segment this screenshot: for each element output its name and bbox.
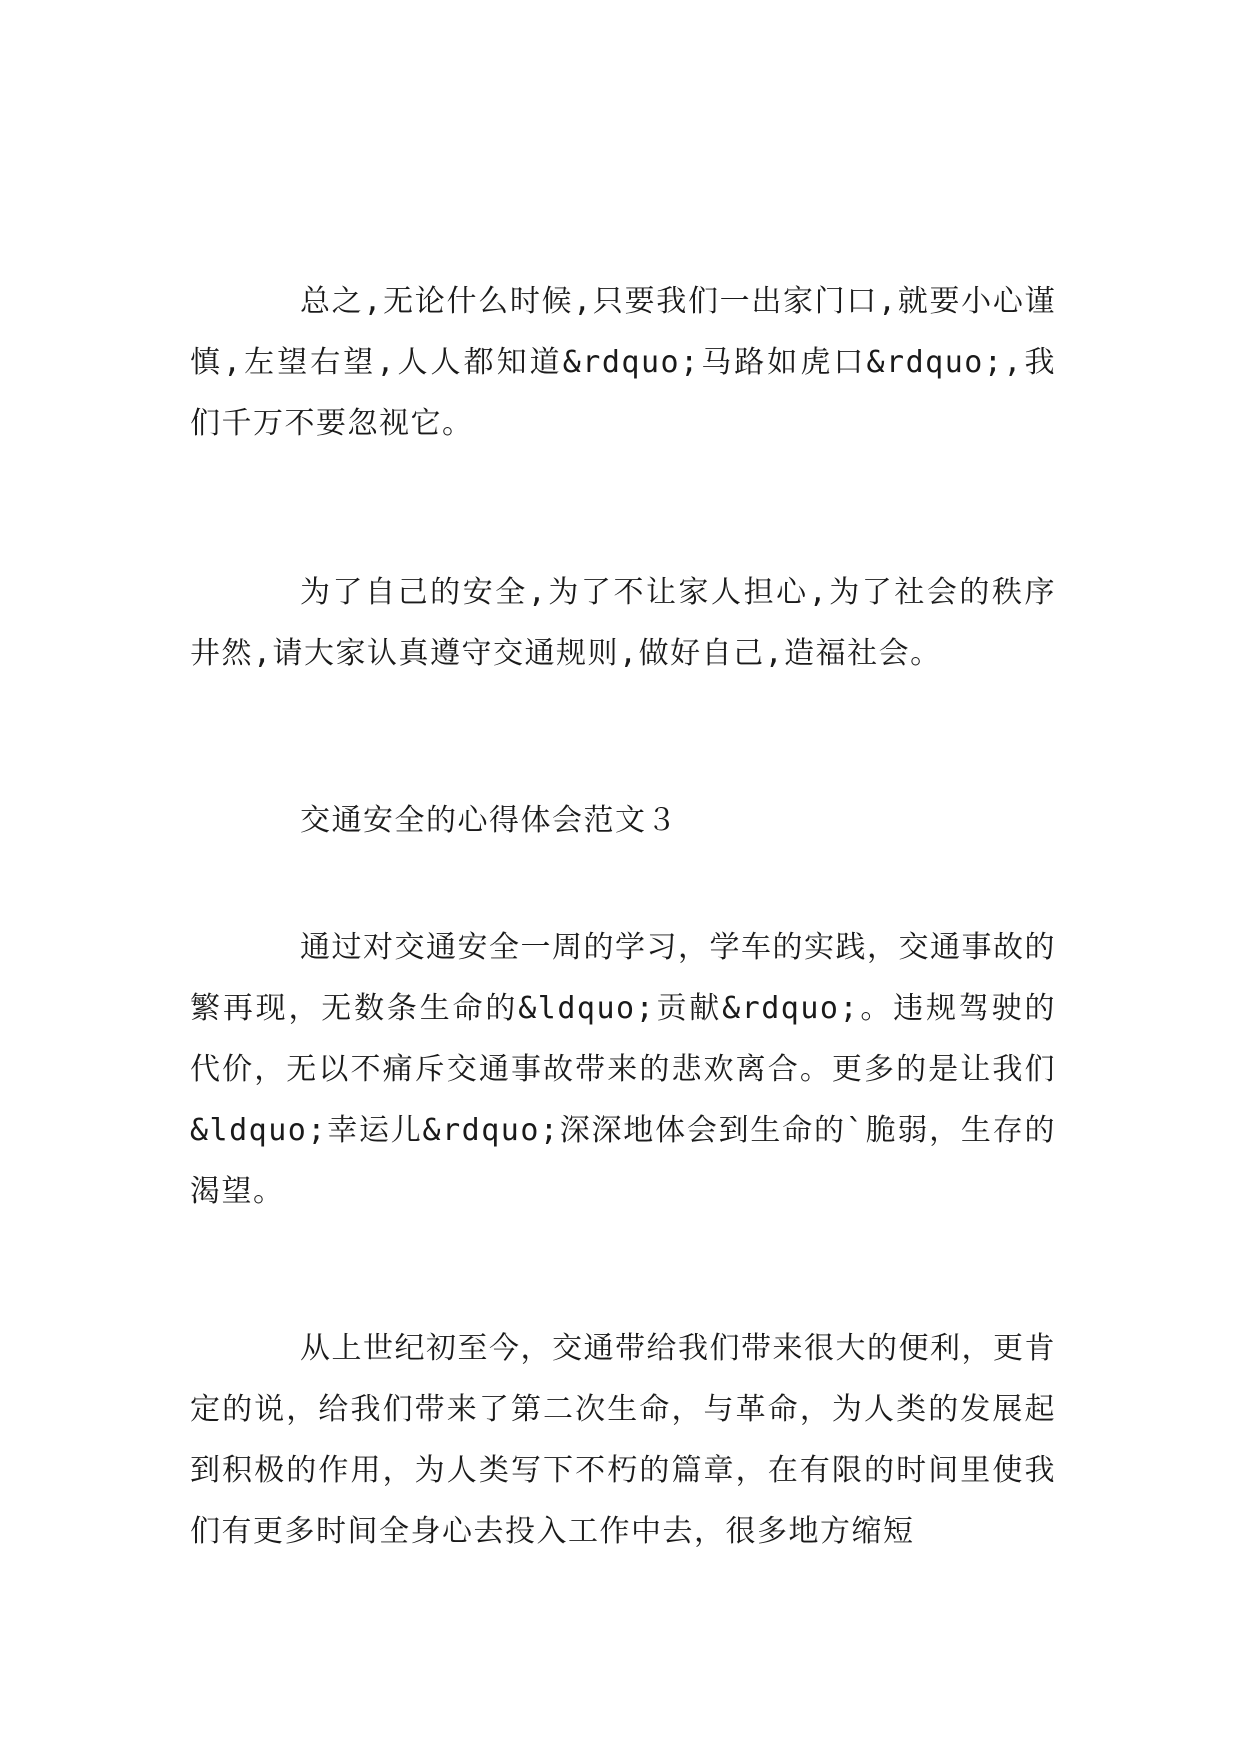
paragraph-conclusion: 总之,无论什么时候,只要我们一出家门口,就要小心谨慎,左望右望,人人都知道&rdquo;马路如虎口&rdquo;,我们千万不要忽视它。 [190, 284, 1056, 441]
paragraph-appeal: 为了自己的安全,为了不让家人担心,为了社会的秩序井然,请大家认真遵守交通规则,做好自己,造福社会。 [190, 575, 1056, 671]
section-heading: 交通安全的心得体会范文３ [300, 803, 678, 838]
paragraph-study-reflection: 通过对交通安全一周的学习，学车的实践，交通事故的 繁再现，无数条生命的&ldquo;贡献&rdquo;。违规驾驶的代价，无以不痛斥交通事故带来的悲欢离合。更多的是让我们&ldquo;幸运儿&rdquo;深深地体会到生命的`脆弱，生存的渴望。 [190, 930, 1056, 1209]
paragraph-transport-history: 从上世纪初至今，交通带给我们带来很大的便利，更肯定的说，给我们带来了第二次生命，与革命，为人类的发展起到积极的作用，为人类写下不朽的篇章，在有限的时间里使我们有更多时间全身心去投入工作中去，很多地方缩短 [190, 1331, 1056, 1549]
